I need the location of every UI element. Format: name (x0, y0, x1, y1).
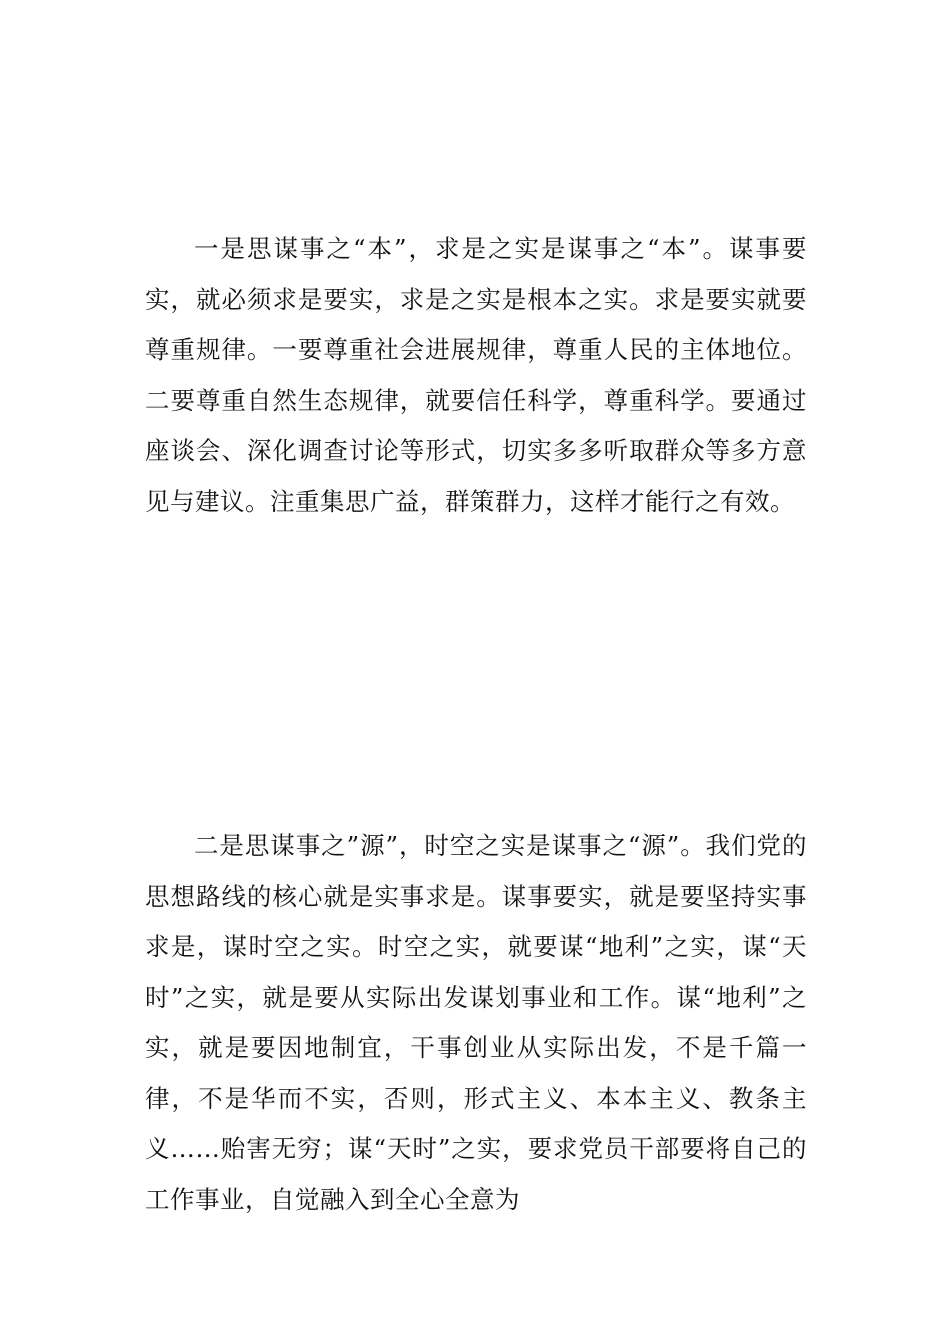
paragraph-yuan: 二是思谋事之”源”，时空之实是谋事之“源”。我们党的思想路线的核心就是实事求是。谋事要实，就是要坚持实事求是，谋时空之实。时空之实，就要谋“地利”之实，谋“天时”之实，就是要从实际出发谋划事业和工作。谋“地利”之实，就是要因地制宜，干事创业从实际出发，不是千篇一律，不是华而不实，否则，形式主义、本本主义、教条主义……贻害无穷；谋“天时”之实，要求党员干部要将自己的工作事业，自觉融入到全心全意为 (145, 831, 807, 1214)
paragraph-ben: 一是思谋事之“本”，求是之实是谋事之“本”。谋事要实，就必须求是要实，求是之实是根本之实。求是要实就要尊重规律。一要尊重社会进展规律，尊重人民的主体地位。二要尊重自然生态规律，就要信任科学，尊重科学。要通过座谈会、深化调查讨论等形式，切实多多听取群众等多方意见与建议。注重集思广益，群策群力，这样才能行之有效。 (145, 234, 807, 516)
